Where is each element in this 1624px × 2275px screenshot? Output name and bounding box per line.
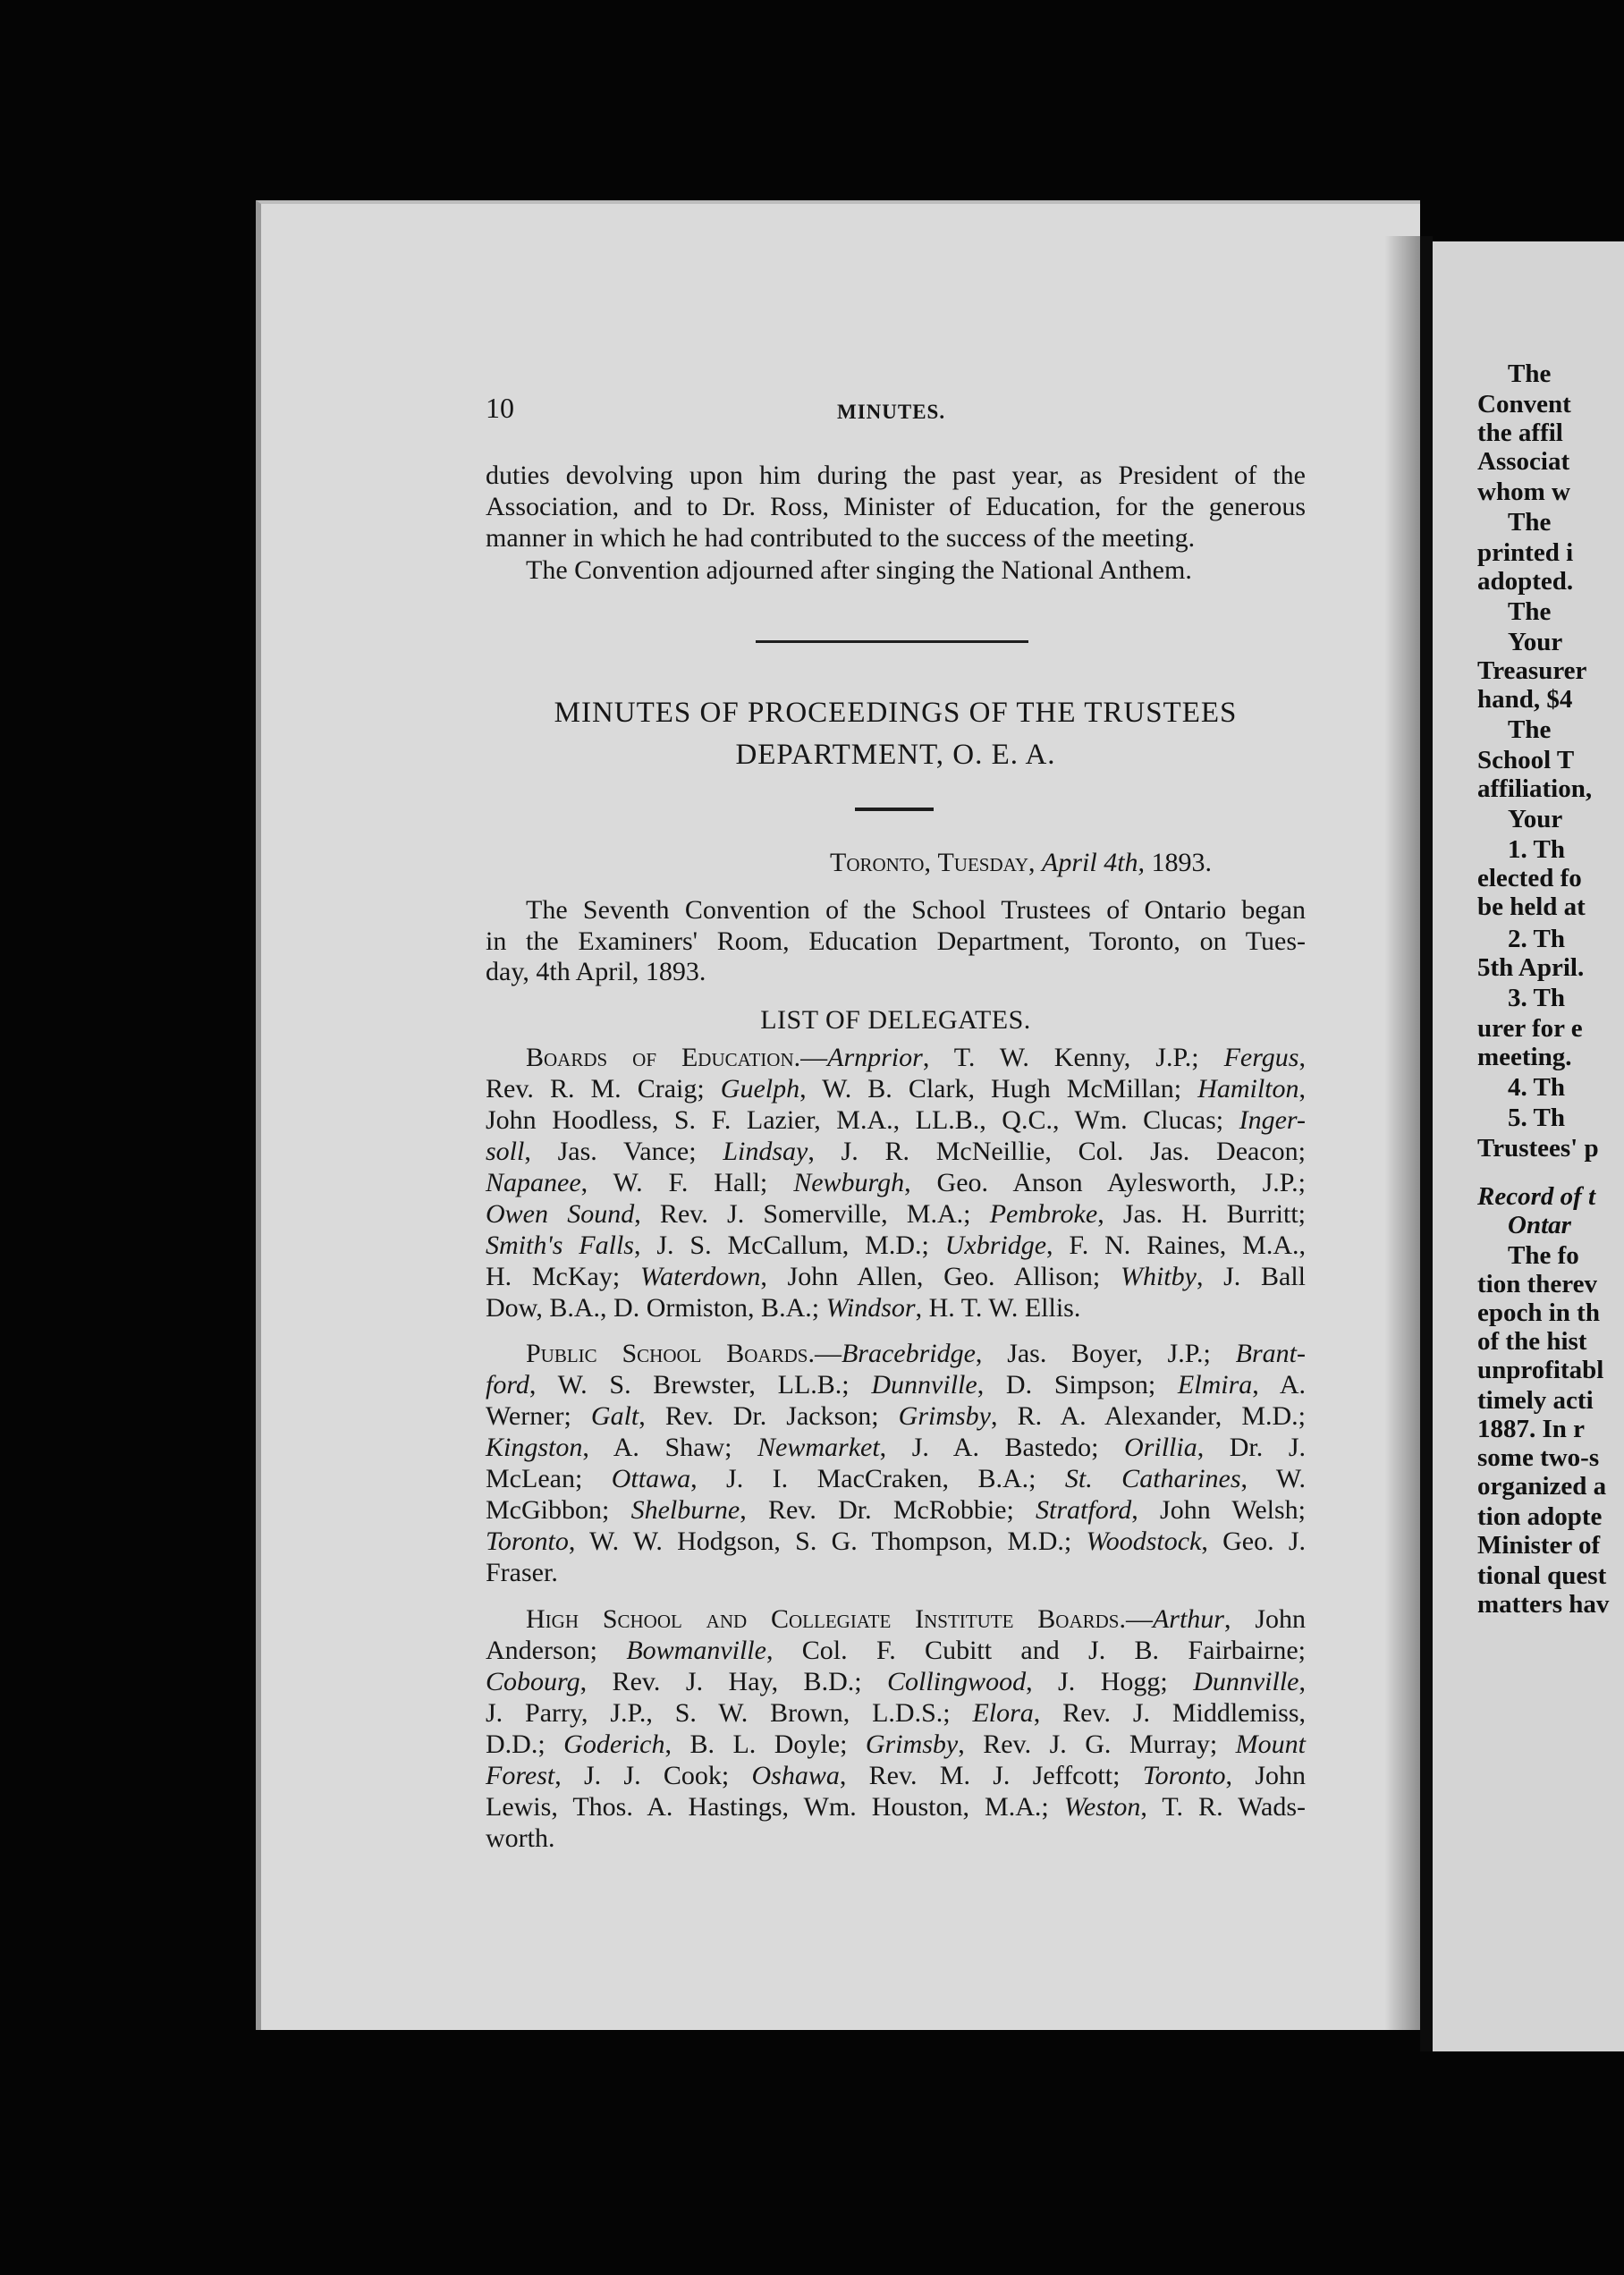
dateline-year: 1893. (1151, 848, 1213, 877)
boards-education-lead: Boards of Education. (526, 1043, 801, 1072)
public-school-line-5: McLean; Ottawa, J. I. MacCraken, B.A.; St. Catharines, W. (486, 1464, 1306, 1493)
convention-line-2: in the Examiners' Room, Education Department, Toronto, on Tues- (486, 926, 1306, 956)
adjourned-line: The Convention adjourned after singing the National Anthem. (526, 555, 1192, 585)
high-school-line-8: worth. (486, 1823, 555, 1853)
dateline-date: April 4th, (1042, 848, 1146, 877)
right-page-fragment: 1. Th (1508, 835, 1565, 864)
public-school-line-1 (526, 1339, 1306, 1368)
high-school-line-5: D.D.; Goderich, B. L. Doyle; Grimsby, Rev. J. G. Murray; Mount (486, 1730, 1306, 1759)
boards-education-line-6: Owen Sound, Rev. J. Somerville, M.A.; Pembroke, Jas. H. Burritt; (486, 1199, 1306, 1229)
public-school-line-2: ford, W. S. Brewster, LL.B.; Dunnville, D. Simpson; Elmira, A. (486, 1370, 1307, 1400)
right-page-fragment: 3. Th (1508, 984, 1565, 1012)
right-page-fragment: tion adopte (1477, 1502, 1603, 1531)
right-page-fragment: elected fo (1477, 864, 1582, 892)
right-page-fragment: 2. Th (1508, 925, 1565, 953)
section-rule (756, 640, 1028, 643)
right-page-fragment: organized a (1477, 1472, 1607, 1501)
right-page-fragment: some two-s (1477, 1443, 1600, 1472)
high-school-line-1 (526, 1604, 1306, 1634)
right-page-fragment: epoch in th (1477, 1298, 1600, 1327)
right-page-fragment: matters hav (1477, 1590, 1610, 1619)
right-page-fragment: 1887. In r (1477, 1415, 1586, 1443)
right-page-fragment: adopted. (1477, 567, 1574, 596)
book-binding (1420, 236, 1433, 2051)
right-page-fragment: The (1508, 597, 1552, 626)
right-page-fragment: The (1508, 715, 1552, 744)
right-page-fragment: Convent (1477, 390, 1571, 419)
right-page-fragment: Ontar (1508, 1211, 1571, 1239)
right-page-fragment: unprofitabl (1477, 1356, 1604, 1384)
public-school-line-4: Kingston, A. Shaw; Newmarket, J. A. Bastedo; Orillia, Dr. J. (486, 1433, 1306, 1462)
boards-education-text: —Arnprior, T. W. Kenny, J.P.; Fergus, (800, 1043, 1306, 1072)
boards-education-line-3: John Hoodless, S. F. Lazier, M.A., LL.B., Q.C., Wm. Clucas; Inger- (486, 1105, 1306, 1135)
high-school-line-7: Lewis, Thos. A. Hastings, Wm. Houston, M.A.; Weston, T. R. Wads- (486, 1792, 1306, 1822)
public-school-line-7: Toronto, W. W. Hodgson, S. G. Thompson, M.D.; Woodstock, Geo. J. (486, 1527, 1306, 1556)
right-page-fragment: The (1508, 359, 1552, 388)
public-school-line-6: McGibbon; Shelburne, Rev. Dr. McRobbie; Stratford, John Welsh; (486, 1495, 1306, 1525)
boards-education-line-1 (526, 1043, 1306, 1072)
boards-education-line-4: soll, Jas. Vance; Lindsay, J. R. McNeillie, Col. Jas. Deacon; (486, 1137, 1306, 1166)
boards-education-line-2: Rev. R. M. Craig; Guelph, W. B. Clark, Hugh McMillan; Hamilton, (486, 1074, 1306, 1104)
right-page-fragment: Minister of (1477, 1531, 1601, 1560)
intro-line-1: duties devolving upon him during the past year, as President of the (486, 461, 1306, 490)
right-page-fragment: Treasurer (1477, 656, 1587, 685)
high-school-line-6: Forest, J. J. Cook; Oshawa, Rev. M. J. Jeffcott; Toronto, John (486, 1761, 1306, 1790)
boards-education-line-9: Dow, B.A., D. Ormiston, B.A.; Windsor, H. T. W. Ellis. (486, 1293, 1081, 1323)
right-page-fragment: urer for e (1477, 1014, 1583, 1043)
right-page-fragment: 4. Th (1508, 1073, 1565, 1102)
dateline-city: Toronto, (830, 848, 931, 877)
boards-education-line-8: H. McKay; Waterdown, John Allen, Geo. Allison; Whitby, J. Ball (486, 1262, 1306, 1291)
right-page-fragment: Record of t (1477, 1182, 1596, 1211)
intro-line-3: manner in which he had contributed to the success of the meeting. (486, 523, 1196, 553)
right-page-fragment: timely acti (1477, 1386, 1594, 1415)
high-school-text: —Arthur, John (1125, 1604, 1306, 1634)
public-school-lead: Public School Boards. (526, 1339, 815, 1368)
convention-line-3: day, 4th April, 1893. (486, 957, 706, 986)
right-page-fragment: meeting. (1477, 1043, 1572, 1071)
high-school-line-4: J. Parry, J.P., S. W. Brown, L.D.S.; Elora, Rev. J. Middlemiss, (486, 1698, 1307, 1728)
heading-rule (855, 808, 934, 811)
right-page-fragment: The fo (1508, 1241, 1579, 1270)
right-page-fragment: the affil (1477, 419, 1563, 447)
right-page-fragment: hand, $4 (1477, 685, 1573, 714)
right-page-fragment: The (1508, 508, 1552, 537)
convention-line-1: The Seventh Convention of the School Trustees of Ontario began (526, 895, 1306, 925)
running-head: MINUTES. (837, 401, 946, 423)
right-page-fragment: Associat (1477, 447, 1570, 476)
high-school-line-2: Anderson; Bowmanville, Col. F. Cubitt and J. B. Fairbairne; (486, 1636, 1306, 1665)
proceedings-heading-2: DEPARTMENT, O. E. A. (735, 739, 1056, 771)
page-number: 10 (486, 392, 514, 424)
right-page-fragment: tional quest (1477, 1561, 1607, 1590)
high-school-line-3: Cobourg, Rev. J. Hay, B.D.; Collingwood, J. Hogg; Dunnville, (486, 1667, 1306, 1696)
right-page-fragment: whom w (1477, 478, 1570, 506)
boards-education-line-7: Smith's Falls, J. S. McCallum, M.D.; Uxbridge, F. N. Raines, M.A., (486, 1231, 1306, 1260)
right-page-fragment: printed i (1477, 538, 1574, 567)
dateline-day: Tuesday, (937, 848, 1036, 877)
boards-education-line-5: Napanee, W. F. Hall; Newburgh, Geo. Anson Aylesworth, J.P.; (486, 1168, 1306, 1197)
right-page-fragment: tion therev (1477, 1270, 1597, 1298)
right-page-fragment: School T (1477, 746, 1575, 774)
right-page-fragment: affiliation, (1477, 774, 1593, 803)
dateline (830, 848, 1212, 877)
public-school-line-3: Werner; Galt, Rev. Dr. Jackson; Grimsby, R. A. Alexander, M.D.; (486, 1401, 1306, 1431)
right-page-fragment: Your (1508, 805, 1563, 833)
right-page-fragment: of the hist (1477, 1327, 1587, 1356)
public-school-line-8: Fraser. (486, 1558, 558, 1587)
right-page-fragment: Your (1508, 628, 1563, 656)
right-page (1433, 241, 1624, 2051)
public-school-text: —Bracebridge, Jas. Boyer, J.P.; Brant- (814, 1339, 1306, 1368)
right-page-fragment: 5. Th (1508, 1104, 1565, 1132)
gutter-shadow (1384, 236, 1420, 2030)
right-page-fragment: Trustees' p (1477, 1134, 1599, 1163)
right-page-fragment: 5th April. (1477, 953, 1585, 982)
right-page-text (1433, 241, 1624, 2051)
proceedings-heading: MINUTES OF PROCEEDINGS OF THE TRUSTEES (554, 697, 1238, 729)
intro-line-2: Association, and to Dr. Ross, Minister of Education, for the generous (486, 492, 1306, 521)
right-page-fragment: be held at (1477, 892, 1586, 921)
list-heading: LIST OF DELEGATES. (760, 1005, 1031, 1035)
high-school-lead: High School and Collegiate Institute Boards. (526, 1604, 1126, 1634)
